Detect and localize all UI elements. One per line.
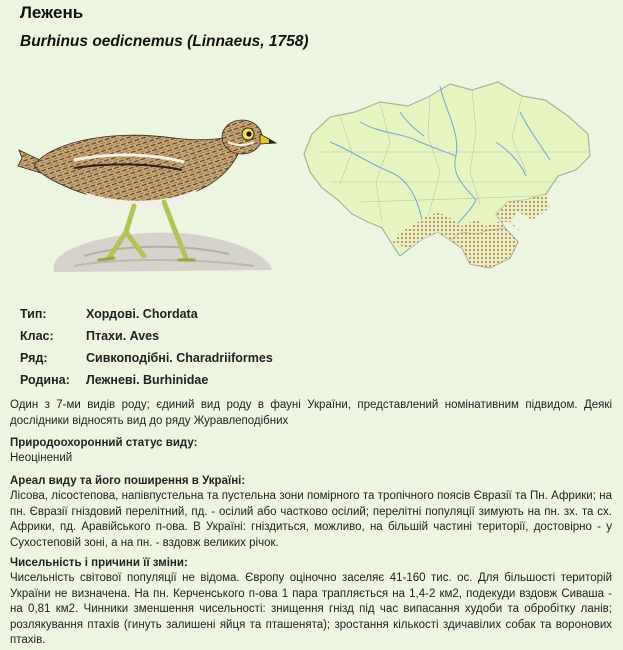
- taxonomy-row-phylum: [20, 303, 273, 325]
- taxonomy-label: Тип:: [20, 307, 47, 321]
- species-latin-name: Burhinus oedicnemus (Linnaeus, 1758): [20, 33, 309, 50]
- range-map: [300, 72, 600, 282]
- taxonomy-label: Ряд:: [20, 351, 48, 365]
- status-heading: Природоохоронний статус виду:: [10, 437, 198, 449]
- taxonomy-row-order: [20, 347, 273, 369]
- status-text: Неоцінений: [10, 452, 73, 464]
- taxonomy-value: Птахи. Aves: [86, 329, 160, 343]
- taxonomy-label: Родина:: [20, 373, 70, 387]
- bird-illustration: [14, 110, 279, 275]
- species-common-name: Лежень: [20, 3, 84, 22]
- taxonomy-row-class: [20, 325, 273, 347]
- taxonomy-value: Сивкоподібні. Charadriiformes: [86, 351, 273, 365]
- taxonomy-value: Хордові. Chordata: [86, 307, 198, 321]
- taxonomy-label: Клас:: [20, 329, 54, 343]
- range-text: Лісова, лісостепова, напівпустельна та пустельна зони помірного та тропічного поясів Євразії та Пн. Африки; на пн. Євразії гніздовий перелітний, пд. - осілий або частково осілий; перелітні популяції зимують на пн. зх. та сх. Африки, пд. Аравійського п-ова. В Україні: гніздиться, можливо, на більшій частині території, достовірно - у Сухостеповій зоні, а на пн. - вздовж великих річок.: [10, 490, 612, 549]
- intro-text: Один з 7-ми видів роду; єдиний вид роду в фауні України, представлений номінативним підвидом. Деякі дослідники відносять вид до ряду Журавлеподібних: [10, 399, 612, 427]
- taxonomy-table: [20, 303, 273, 391]
- abundance-heading: Чисельність і причини її зміни:: [10, 557, 188, 569]
- taxonomy-row-family: [20, 369, 273, 391]
- range-heading: Ареал виду та його поширення в Україні:: [10, 475, 246, 487]
- abundance-text: Чисельність світової популяції не відома. Європу оціночно заселяє 41-160 тис. ос. Для більшості територій України не визначена. На пн. Керченського п-ова 1 пара трапляється на 1,4-2 км2, подекуди вздовж Сиваша - на 0,81 км2. Чинники зменшення чисельності: знищення гнізд під час випасання худоби та обробітку ланів; розлякування птахів (гинуть залишені яйця та пташенята); зростання кількості здичавілих собак та воронових птахів.: [10, 572, 612, 646]
- taxonomy-value: Лежневі. Burhinidae: [86, 373, 209, 387]
